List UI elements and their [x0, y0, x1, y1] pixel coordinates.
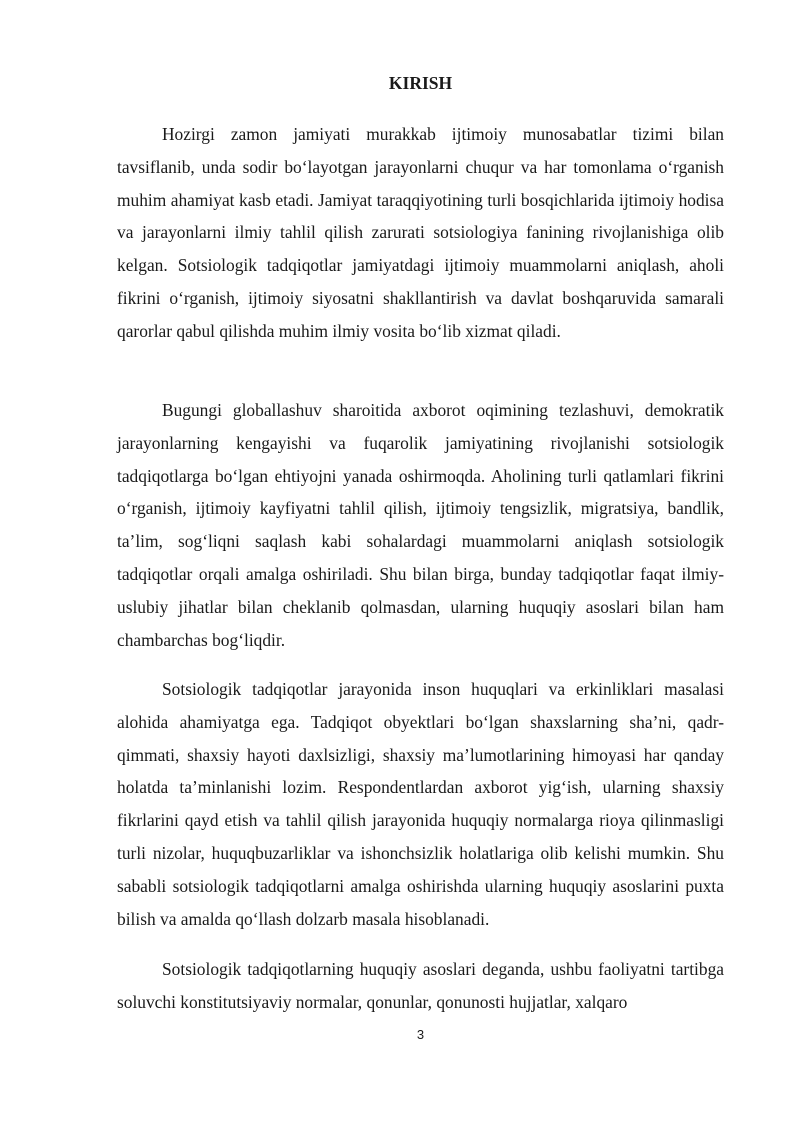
paragraph-legal-basis: Sotsiologik tadqiqotlarning huquqiy asoslari deganda, ushbu faoliyatni tartibga soluvchi konstitutsiyaviy normalar, qonunlar, qonunosti hujjatlar, xalqaro: [117, 959, 724, 1012]
paragraph-human-rights: Sotsiologik tadqiqotlar jarayonida inson huquqlari va erkinliklari masalasi alohida ahamiyatga ega. Tadqiqot obyektlari bo‘lgan shaxslarning sha’ni, qadr-qimmati, shaxsiy hayoti daxlsizligi, shaxsiy ma’lumotlarining himoyasi har qanday holatda ta’minlanishi lozim. Respondentlardan axborot yig‘ish, ularning shaxsiy fikrlarini qayd etish va tahlil qilish jarayonida huquqiy normalarga rioya qilinmasligi turli nizolar, huquqbuzarliklar va ishonchsizlik holatlariga olib kelishi mumkin. Shu sababli sotsiologik tadqiqotlarni amalga oshirishda ularning huquqiy asoslarini puxta bilish va amalda qo‘llash dolzarb masala hisoblanadi.: [117, 679, 724, 929]
section-heading: KIRISH: [388, 73, 453, 93]
page-number: 3: [416, 1027, 425, 1042]
paragraph-globalization: Bugungi globallashuv sharoitida axborot oqimining tezlashuvi, demokratik jarayonlarning kengayishi va fuqarolik jamiyatining rivojlanishi sotsiologik tadqiqotlarga bo‘lgan ehtiyojni yanada oshirmoqda. Aholining turli qatlamlari fikrini o‘rganish, ijtimoiy kayfiyatni tahlil qilish, ijtimoiy tengsizlik, migratsiya, bandlik, ta’lim, sog‘liqni saqlash kabi sohalardagi muammolarni aniqlash sotsiologik tadqiqotlar orqali amalga oshiriladi. Shu bilan birga, bunday tadqiqotlar faqat ilmiy-uslubiy jihatlar bilan cheklanib qolmasdan, ularning huquqiy asoslari bilan ham chambarchas bog‘liqdir.: [117, 400, 724, 650]
paragraph-intro: Hozirgi zamon jamiyati murakkab ijtimoiy munosabatlar tizimi bilan tavsiflanib, unda sodir bo‘layotgan jarayonlarni chuqur va har tomonlama o‘rganish muhim ahamiyat kasb etadi. Jamiyat taraqqiyotining turli bosqichlarida ijtimoiy hodisa va jarayonlarni ilmiy tahlil qilish zarurati sotsiologiya fanining rivojlanishiga olib kelgan. Sotsiologik tadqiqotlar jamiyatdagi ijtimoiy muammolarni aniqlash, aholi fikrini o‘rganish, ijtimoiy siyosatni shakllantirish va davlat boshqaruvida samarali qarorlar qabul qilishda muhim ilmiy vosita bo‘lib xizmat qiladi.: [117, 124, 724, 341]
